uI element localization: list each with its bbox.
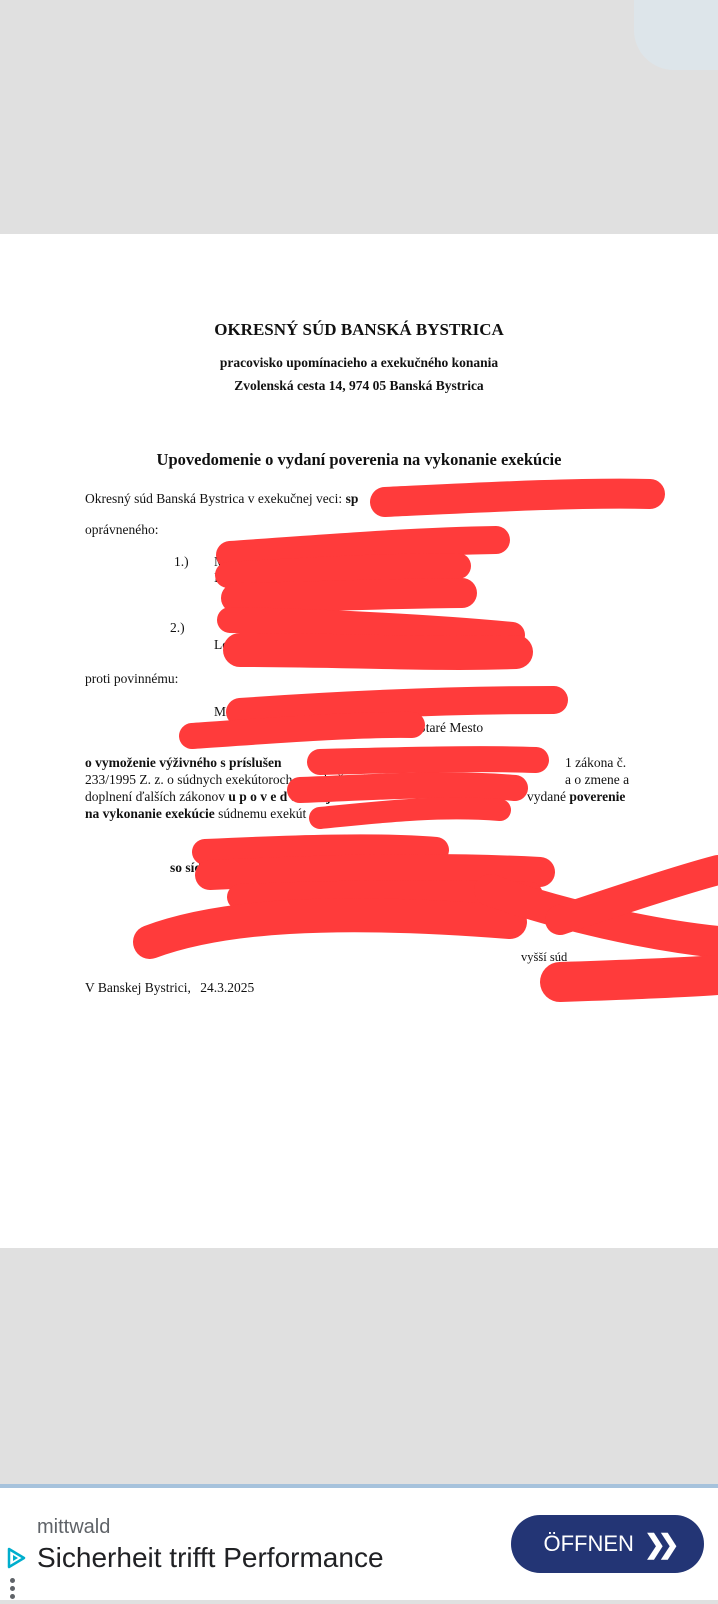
viewer-bottom-area [0,1248,718,1484]
paragraph-line-4 [85,806,306,822]
debtor-fragment-c: slava-Staré Mesto [386,720,484,735]
intro-bold-fragment: sp [345,491,359,506]
creditor-2-fragment: Lo [214,637,229,652]
executor-seat-fragment: so síd [170,860,202,875]
creditor-1-fragment-b: I [214,570,219,585]
creditor-2-number: 2.) [170,620,185,635]
intro-line [85,491,358,507]
executor-name-fragment: Mgr. Miro [293,842,353,857]
paragraph-line-1-right: 1 zákona č. [565,755,627,770]
creditor-1-fragment-a: M [214,554,227,569]
signature-fragment: vyšší súd [521,950,568,964]
paragraph-line-1-left: o vymoženie výživného s príslušen [85,755,282,770]
place-date-line [85,980,254,996]
paragraph-line-3-spaced: u p o v e d o m u j e [228,789,341,804]
viewer-top-area [0,0,718,234]
paragraph-line-4-bold: na vykonanie exekúcie [85,806,215,821]
paragraph-line-2-left: 233/1995 Z. z. o súdnych exekútoroch a exekučnej činnos [85,772,399,787]
paragraph-line-3-right-bold: poverenie [569,789,626,804]
paragraph-line-3-right-plain: vydané [527,789,566,804]
creditor-1-number: 1.) [174,554,189,569]
kebab-menu-icon[interactable] [8,1578,18,1604]
ad-open-button[interactable] [511,1515,704,1573]
ad-advertiser: mittwald [37,1516,111,1538]
paragraph-line-4-plain: súdnemu exekút [218,806,307,821]
court-address: Zvolenská cesta 14, 974 05 Banská Bystrica [234,378,484,393]
debtor-fragment-a: Mich [214,704,243,719]
creditor-label: oprávneného: [85,522,159,537]
paragraph-line-3-text: doplnení ďalších zákonov [85,789,225,804]
paragraph-line-3-right [527,789,625,805]
place: V Banskej Bystrici, [85,980,191,995]
debtor-fragment-b: Sl [214,720,226,735]
debtor-label: proti povinnému: [85,671,179,686]
ad-open-label: ÖFFNEN [543,1531,634,1556]
adchoices-icon[interactable] [4,1546,28,1570]
court-workplace: pracovisko upomínacieho a exekučného konania [219,355,499,370]
paragraph-line-2-right: a o zmene a [565,772,630,787]
intro-prefix: Okresný súd Banská Bystrica v exekučnej veci: [85,491,343,506]
court-name: OKRESNÝ SÚD BANSKÁ BYSTRICA [214,320,504,339]
paragraph-line-3-left [85,789,340,805]
top-right-control[interactable] [634,0,718,70]
ad-banner[interactable] [0,1484,718,1600]
date: 24.3.2025 [200,980,255,995]
double-chevron-right-icon: ❯❯ [643,1528,672,1559]
ad-headline[interactable]: Sicherheit trifft Performance [37,1542,384,1573]
document-heading: Upovedomenie o vydaní poverenia na vykonanie exekúcie [156,450,562,469]
